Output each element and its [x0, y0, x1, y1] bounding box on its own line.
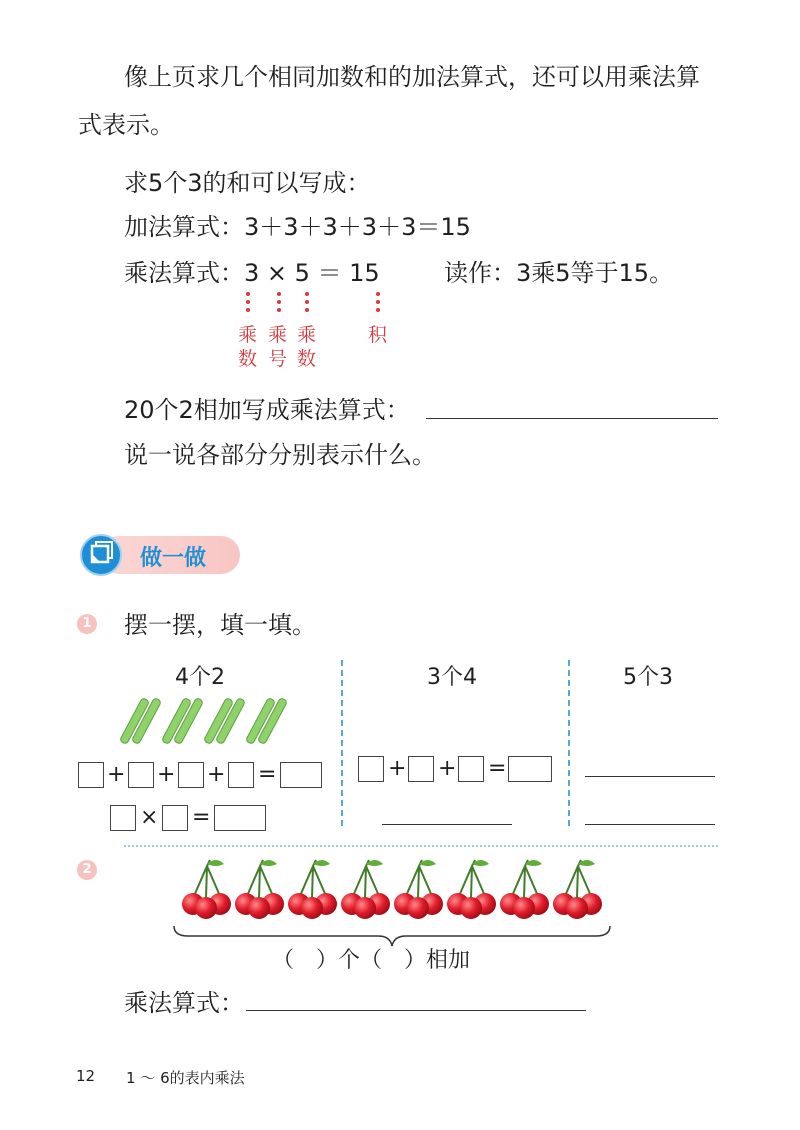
cherry-group-icon	[447, 860, 496, 919]
exercise1-instruction: 摆一摆，填一填。	[124, 611, 316, 639]
column3-heading: 5个3	[623, 665, 673, 690]
cherry-group-icon	[394, 860, 443, 919]
plus-sign: +	[388, 756, 407, 781]
exercise-divider	[124, 845, 718, 847]
column3-answer-line-2[interactable]	[585, 824, 715, 825]
plus-sign: +	[438, 756, 457, 781]
intro-line-1: 像上页求几个相同加数和的加法算式，还可以用乘法算	[124, 63, 700, 91]
practice-prompt: 20个2相加写成乘法算式：	[124, 396, 410, 424]
label-factor2-bottom: 数	[297, 348, 317, 370]
column1-heading: 4个2	[175, 665, 225, 690]
label-product: 积	[368, 324, 388, 346]
cherry-group-icon	[182, 860, 231, 919]
equals-sign: =	[488, 756, 507, 781]
answer-box-result[interactable]	[214, 805, 266, 831]
product-dots	[376, 292, 380, 316]
answer-box[interactable]	[78, 762, 104, 788]
sticks-illustration	[118, 696, 288, 748]
cherry-group-icon	[288, 860, 337, 919]
label-sign-bottom: 号	[268, 348, 288, 370]
factor1-dots	[246, 292, 250, 316]
curly-brace	[172, 924, 612, 948]
cherry-group-icon	[341, 860, 390, 919]
column-divider-1	[341, 660, 343, 826]
answer-box[interactable]	[458, 756, 484, 782]
chapter-title: 1 ～ 6的表内乘法	[126, 1069, 245, 1087]
answer-box[interactable]	[128, 762, 154, 788]
column-divider-2	[568, 660, 570, 826]
formula-label: 乘法算式：	[124, 989, 244, 1017]
factor2-dots	[305, 292, 309, 316]
answer-box[interactable]	[110, 805, 136, 831]
formula-answer-line[interactable]	[246, 1010, 586, 1011]
column2-heading: 3个4	[427, 665, 477, 690]
section-title: 做一做	[140, 546, 207, 571]
reading-text: 读作：3乘5等于15。	[444, 259, 674, 287]
label-factor1-bottom: 数	[238, 348, 258, 370]
equals-sign: =	[258, 762, 277, 787]
page-stack-icon	[80, 534, 122, 576]
column2-answer-line[interactable]	[382, 824, 512, 825]
cherries-illustration	[180, 858, 610, 924]
equals-sign: =	[192, 805, 211, 830]
discuss-prompt: 说一说各部分分别表示什么。	[124, 441, 436, 469]
column3-answer-line-1[interactable]	[585, 776, 715, 777]
answer-box-result[interactable]	[280, 762, 322, 788]
answer-box[interactable]	[178, 762, 204, 788]
answer-box-result[interactable]	[508, 756, 552, 782]
exercise1-badge: 1	[77, 614, 97, 634]
multiplication-formula: 乘法算式：3 × 5 ＝ 15	[124, 259, 380, 287]
answer-box[interactable]	[358, 756, 384, 782]
plus-sign: +	[157, 762, 176, 787]
sign-dots	[277, 292, 281, 316]
plus-sign: +	[207, 762, 226, 787]
plus-sign: +	[107, 762, 126, 787]
section-header	[80, 534, 240, 576]
cherry-group-icon	[235, 860, 284, 919]
answer-box[interactable]	[162, 805, 188, 831]
cherry-group-icon	[553, 860, 602, 919]
intro-line-2: 式表示。	[78, 111, 174, 139]
practice-answer-line[interactable]	[426, 418, 718, 419]
exercise2-badge: 2	[77, 860, 97, 880]
addition-formula: 加法算式：3＋3＋3＋3＋3＝15	[124, 213, 471, 241]
brace-label: （ ）个（ ）相加	[272, 948, 471, 973]
cherry-group-icon	[500, 860, 549, 919]
label-factor2-top: 乘	[297, 324, 317, 346]
answer-box[interactable]	[228, 762, 254, 788]
times-sign: ×	[140, 805, 159, 830]
example-prompt: 求5个3的和可以写成：	[124, 169, 371, 197]
label-sign-top: 乘	[268, 324, 288, 346]
label-factor1-top: 乘	[238, 324, 258, 346]
answer-box[interactable]	[408, 756, 434, 782]
page-number: 12	[76, 1067, 96, 1085]
